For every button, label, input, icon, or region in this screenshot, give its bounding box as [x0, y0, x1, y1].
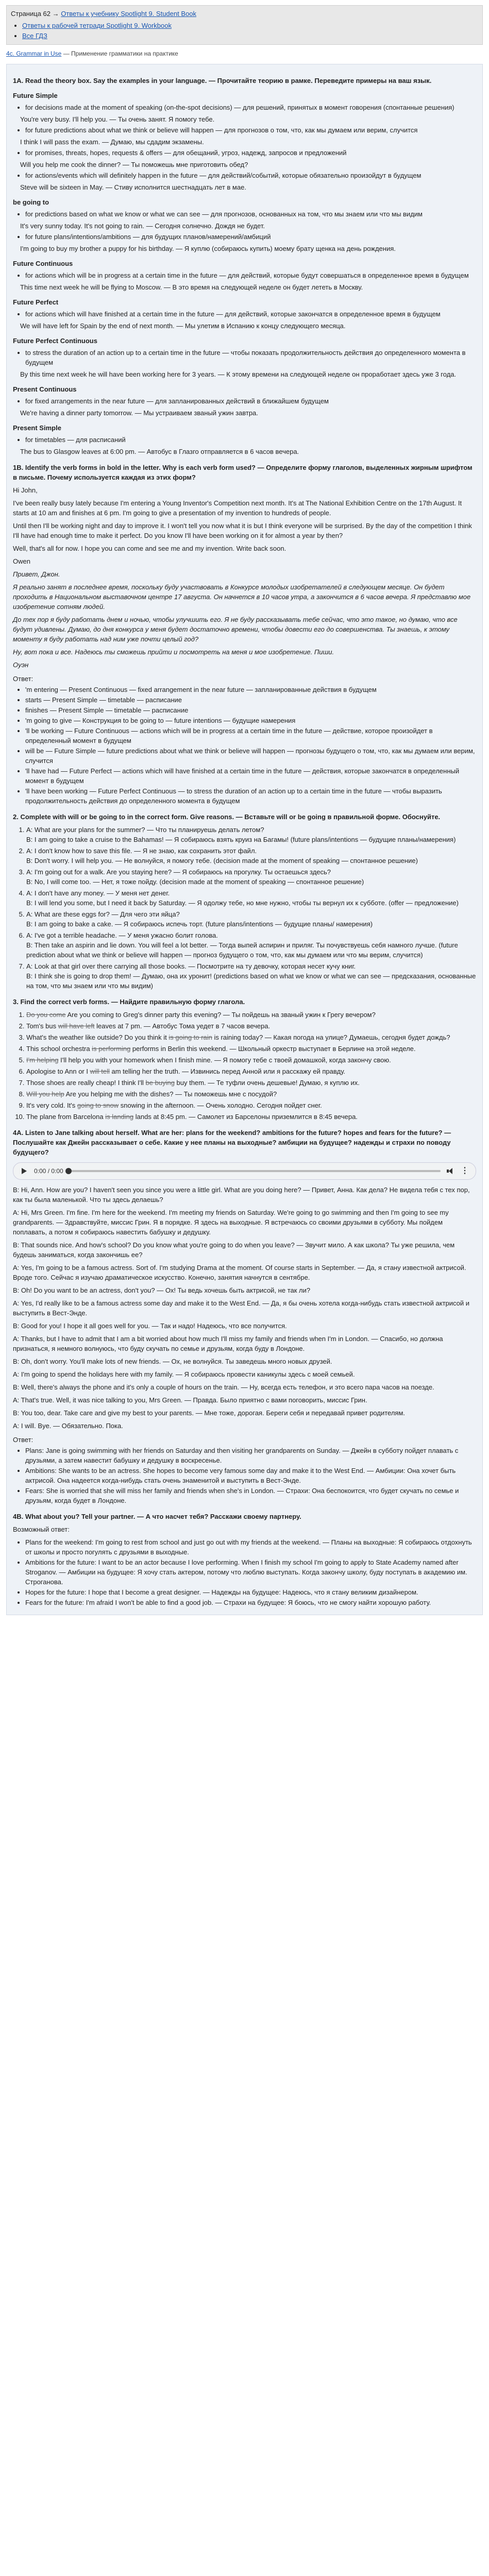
text-after: performs in Berlin this weekend. — Школьный оркестр выступает в Берлине на этой неделе. [130, 1045, 416, 1053]
example: Will you help me cook the dinner? — Ты поможешь мне приготовить обед? [20, 161, 248, 168]
exercise-text: A: I don't know how to save this file. — Я не знаю, как сохранить этот файл. B: Don't worry. I will help you. — Не волнуйся, я помогу тебе. (decision made at the moment of speaking — спонтанное решение) [26, 847, 418, 865]
nav-item [22, 31, 478, 41]
rule-item: • to stress the duration of an action up to a certain time in the future — чтобы показать продолжительность действия до определенного момента в будущем [25, 348, 476, 367]
going-to-heading: be going to [13, 198, 49, 206]
letter-greeting: Hi John, [13, 486, 38, 494]
dialog-line: A: Thanks, but I have to admit that I am a bit worried about how much I'll miss my family and friends when I'm in London. — Спасибо, но должна признаться, я немного волнуюсь, что буду скучать по семье и друзьям, когда буду в Лондоне. [13, 1335, 443, 1352]
nav-workbook-link[interactable]: Ответы к рабочей тетради Spotlight 9. Workbook [22, 22, 172, 29]
example: You're very busy. I'll help you. — Ты очень занят. Я помогу тебе. [20, 115, 215, 123]
future-perfect-list [13, 309, 476, 319]
example: I think I will pass the exam. — Думаю, мы сдадим экзамены. [20, 138, 204, 146]
rule-item: • for predictions based on what we know or what we can see — для прогнозов, основанных на том, что мы знаем или что мы видим [25, 209, 476, 219]
answer-item: • Plans for the weekend: I'm going to rest from school and just go out with my friends at the weekend. — Планы на выходные: Я собираюсь отдохнуть от школы и просто погулять с друзьями в выходные. [25, 1537, 476, 1557]
answer-item: • Fears for the future: I'm afraid I won't be able to find a good job. — Страхи на будущее: Я боюсь, что не смогу найти хорошую работу. [25, 1598, 476, 1607]
future-perfect-heading: Future Perfect [13, 298, 59, 306]
text-before: The plane from Barcelona [26, 1113, 106, 1121]
text-after: leaves at 7 pm. — Автобус Тома уедет в 7 часов вечера. [94, 1022, 271, 1030]
nav-all-gdz-link[interactable]: Все ГДЗ [22, 32, 47, 40]
answer-item: • Ambitions for the future: I want to be an actor because I love performing. When I finish my school I'm going to apply to State Academy named after Stroganov. — Амбиции на будущее: Я хочу стать актером, потому что люблю выступать. Когда закончу школу, буду поступать в академию им. Строганова. [25, 1557, 476, 1587]
audio-seek-bar[interactable] [69, 1170, 441, 1172]
answer-item: • starts — Present Simple — timetable — расписание [25, 695, 476, 705]
dialog-line: A: Hi, Mrs Green. I'm fine. I'm here for the weekend. I'm meeting my friends on Saturday. We're going to go swimming and then I'm going to see my grandparents. — Здравствуйте, миссис Грин. Я в порядке. Я здесь на выходные. Я встречаюсь со своими друзьями в субботу. Мы пойдем поплавать, а потом я собираюсь навестить бабушку и дедушку. [13, 1209, 449, 1236]
answer-label: Ответ: [13, 675, 33, 683]
dialog-line: B: Hi, Ann. How are you? I haven't seen you since you were a little girl. What are you doing here? — Привет, Анна. Как дела? Не видела тебя с тех пор, как ты была маленькой. Что ты здесь делаешь? [13, 1186, 470, 1204]
going-to-list-2 [13, 232, 476, 242]
example: I'm going to buy my brother a puppy for his birthday. — Я куплю (собираюсь купить) моему брату щенка на день рождения. [20, 245, 396, 252]
text-before: Tom's bus [26, 1022, 58, 1030]
section-3-title: 3. Find the correct verb forms. — Найдите правильную форму глагола. [13, 998, 245, 1006]
translation-signature: Оуэн [13, 661, 29, 669]
rule-item: • for actions/events which will definitely happen in the future — для действий/событий, которые обязательно произойдут в будущем [25, 171, 476, 180]
section-1a-title: 1A. Read the theory box. Say the examples in your language. — Прочитайте теорию в рамке. Переведите примеры на ваш язык. [13, 77, 432, 84]
letter-paragraph: Until then I'll be working night and day to improve it. I won't tell you now what it is but I think everyone will be surprised. By the day of the competition I think I'll have had enough time to make it perfect. Do you know I'll have been working on it for almost a year by then? [13, 522, 472, 539]
rule-item: • for decisions made at the moment of speaking (on-the-spot decisions) — для решений, принятых в момент говорения (спонтанные решения) [25, 103, 476, 112]
future-perfect-continuous-heading: Future Perfect Continuous [13, 337, 97, 345]
answer-item: • Hopes for the future: I hope that I become a great designer. — Надежды на будущее: Надеюсь, что я стану великим дизайнером. [25, 1587, 476, 1597]
struck-option: is landing [105, 1113, 134, 1121]
struck-option: is going to rain [168, 1033, 212, 1041]
present-simple-list [13, 435, 476, 445]
letter-paragraph: I've been really busy lately because I'm entering a Young Inventor's Competition next month. It's at The National Exhibition Centre on the 17th August. It starts at 10 am and finishes at 6 pm. I'm going to give a presentation of my invention to hundreds of people. [13, 499, 462, 517]
dialog-line: B: Well, there's always the phone and it's only a couple of hours on the train. — Ну, всегда есть телефон, и это всего пара часов на поезде. [13, 1383, 434, 1391]
translation-paragraph: До тех пор я буду работать днем и ночью, чтобы улучшить его. Я не буду рассказывать тебе сейчас, что это такое, но думаю, что все будут удивлены. Думаю, до дня конкурса у меня будет достаточно времени, чтобы довести его до совершенства. Ты знаешь, к этому моменту я буду работать над ним уже почти целый год? [13, 616, 458, 643]
text-after: lands at 8:45 pm. — Самолет из Барселоны приземлится в 8:45 вечера. [133, 1113, 358, 1121]
struck-option: will tell [90, 1067, 110, 1075]
nav-item [22, 21, 478, 30]
future-simple-list-3 [13, 148, 476, 158]
exercise-item [26, 867, 476, 887]
example: This time next week he will be flying to Moscow. — В это время на следующей неделе он будет лететь в Москву. [20, 283, 363, 291]
answer-label: Ответ: [13, 1436, 33, 1444]
text-after: Are you coming to Greg's dinner party this evening? — Ты пойдешь на званый ужин к Грегу вечером? [67, 1011, 376, 1019]
text-before: Those shoes are really cheap! I think I'll [26, 1079, 146, 1087]
translation-paragraph: Я реально занят в последнее время, поскольку буду участвовать в Конкурсе молодых изобретателей в следующем месяце. Он будет проходить в Национальном выставочном центре 17 августа. Он начнется в 10 часов утра, а закончится в 6 часов вечера. Я представлю мое изобретение сотням людей. [13, 583, 471, 611]
future-continuous-heading: Future Continuous [13, 260, 73, 267]
exercise-3-list [13, 1010, 476, 1122]
exercise-item [26, 1032, 476, 1042]
rule-item: • for actions which will be in progress at a certain time in the future — для действий, которые будут совершаться в определенное время в будущем [25, 270, 476, 280]
exercise-item [26, 1100, 476, 1110]
exercise-item [26, 1021, 476, 1031]
letter-signature: Owen [13, 557, 30, 565]
struck-option: be buying [145, 1079, 175, 1087]
top-nav: Страница 62 → Ответы к учебнику Spotlight 9. Student Book • Ответы к рабочей тетради Spotlight 9. Workbook • Все ГДЗ [6, 5, 483, 45]
example: The bus to Glasgow leaves at 6:00 pm. — Автобус в Глазго отправляется в 6 часов вечера. [20, 448, 299, 455]
struck-option: going to snow [77, 1101, 119, 1109]
dialog-line: B: Oh! Do you want to be an actress, don't you? — Ох! Ты ведь хочешь быть актрисой, не так ли? [13, 1286, 311, 1294]
nav-student-book-link[interactable]: Ответы к учебнику Spotlight 9. Student Book [61, 10, 196, 18]
answer-list-4b [13, 1537, 476, 1607]
example: We will have left for Spain by the end of next month. — Мы улетим в Испанию к концу следующего месяца. [20, 322, 346, 330]
dialog-line: B: You too, dear. Take care and give my best to your parents. — Мне тоже, дорогая. Береги себя и передавай привет родителям. [13, 1409, 406, 1417]
main-content [6, 64, 483, 1615]
exercise-item [26, 909, 476, 929]
text-before: What's the weather like outside? Do you think it [26, 1033, 169, 1041]
exercise-item [26, 846, 476, 866]
exercise-item [26, 1112, 476, 1122]
answer-item: • Ambitions: She wants to be an actress. She hopes to become very famous some day and make it to the West End. — Амбиции: Она хочет быть актрисой. Она надеется когда-нибудь стать очень знаменитой и выступить в Вест-Энде. [25, 1466, 476, 1485]
breadcrumb-tail: — Применение грамматики на практике [63, 50, 178, 57]
answer-list-4a [13, 1446, 476, 1505]
exercise-text: A: I've got a terrible headache. — У меня ужасно болит голова. B: Then take an aspirin and lie down. You will feel a lot better. — Тогда выпей аспирин и приляг. Ты почувствуешь себя намного лучше. (future prediction about what we think or believe will happen — прогноз будущего о том, что, как мы думаем или что мы верим, случится) [26, 931, 458, 959]
more-options-icon[interactable]: ⋮ [461, 1166, 469, 1175]
audio-time: 0:00 / 0:00 [34, 1167, 63, 1175]
audio-player [13, 1162, 476, 1180]
dialog-line: B: That sounds nice. And how's school? Do you know what you're going to do when you leave? — Звучит мило. А как школа? Ты уже решила, чем будешь заниматься, когда закончишь ее? [13, 1241, 455, 1259]
audio-seek-handle[interactable] [65, 1168, 72, 1174]
section-2-title: 2. Complete with will or be going to in the correct form. Give reasons. — Вставьте will or be going в правильной форме. Обоснуйте. [13, 813, 441, 821]
dialog [13, 1185, 476, 1431]
exercise-item [26, 961, 476, 991]
text-after: snowing in the afternoon. — Очень холодно. Сегодня пойдет снег. [119, 1101, 322, 1109]
breadcrumb-link[interactable]: 4c. Grammar in Use [6, 50, 62, 57]
dialog-line: B: Good for you! I hope it all goes well for you. — Так и надо! Надеюсь, что все получится. [13, 1322, 287, 1330]
rule-item: • for future plans/intentions/ambitions — для будущих планов/намерений/амбиций [25, 232, 476, 242]
translation-paragraph: Ну, вот пока и все. Надеюсь ты сможешь прийти и посмотреть на меня и мое изобретение. Пиши. [13, 648, 334, 656]
exercise-item [26, 930, 476, 960]
exercise-text: A: What are your plans for the summer? — Что ты планируешь делать летом? B: I am going to take a cruise to the Bahamas! — Я собираюсь взять круиз на Багамы! (future plans/intentions — будущие планы/намерения) [26, 826, 456, 843]
present-continuous-heading: Present Continuous [13, 385, 77, 393]
struck-option: Will you help [26, 1090, 64, 1098]
future-continuous-list [13, 270, 476, 280]
rule-item: • for future predictions about what we think or believe will happen — для прогнозов о том, что, как мы думаем или верим, случится [25, 125, 476, 135]
exercise-item [26, 1055, 476, 1065]
struck-option: is performing [92, 1045, 131, 1053]
dialog-line: A: Yes, I'm going to be a famous actress. Sort of. I'm studying Drama at the moment. Of course starts in September. — Да, я стану известной актрисой. Вроде того. Сейчас я изучаю драматическое искусство. Конечно, занятия начнутся в сентябре. [13, 1264, 466, 1281]
exercise-2-list [13, 825, 476, 991]
future-simple-list-2 [13, 125, 476, 135]
exercise-item [26, 1010, 476, 1020]
exercise-text: A: Look at that girl over there carrying all those books. — Посмотрите на ту девочку, которая несет кучу книг. B: I think she is going to drop them! — Думаю, она их уронит! (predictions based on what we know or what we can see — предсказания, основанные на том, что мы знаем или что мы видим) [26, 962, 476, 990]
text-after: Are you helping me with the dishes? — Ты поможешь мне с посудой? [65, 1090, 277, 1098]
text-before: It's very cold. It's [26, 1101, 77, 1109]
dialog-line: A: Yes, I'd really like to be a famous actress some day and make it to the West End. — Да, я бы очень хотела когда-нибудь стать известной актрисой и выступить в Вест-Энде. [13, 1299, 470, 1317]
exercise-item [26, 1089, 476, 1099]
letter-paragraph: Well, that's all for now. I hope you can come and see me and my invention. Write back soon. [13, 545, 286, 552]
rule-item: • for fixed arrangements in the near future — для запланированных действий в ближайшем будущем [25, 396, 476, 406]
play-icon[interactable] [20, 1166, 29, 1176]
dialog-line: B: Oh, don't worry. You'll make lots of new friends. — Ох, не волнуйся. Ты заведешь много новых друзей. [13, 1358, 332, 1365]
future-simple-list-4 [13, 171, 476, 180]
text-before: This school orchestra [26, 1045, 92, 1053]
text-after: I'll help you with your homework when I finish mine. — Я помогу тебе с твоей домашкой, когда закончу свою. [60, 1056, 391, 1064]
section-4a-title: 4A. Listen to Jane talking about herself. What are her: plans for the weekend? ambitions for the future? hopes and fears for the future? — Послушайте как Джейн рассказывает о себе. Какие у нее планы на выходные? амбиции на будущее? надежды и страхи по поводу будущего? [13, 1129, 451, 1156]
section-4b-title: 4B. What about you? Tell your partner. — А что насчет тебя? Расскажи своему партнеру. [13, 1513, 301, 1520]
exercise-item [26, 825, 476, 844]
future-simple-heading: Future Simple [13, 92, 58, 99]
text-after: is raining today? — Какая погода на улице? Думаешь, сегодня будет дождь? [212, 1033, 450, 1041]
answer-list-1b [13, 685, 476, 806]
present-simple-heading: Present Simple [13, 424, 61, 432]
going-to-list [13, 209, 476, 219]
exercise-text: A: What are these eggs for? — Для чего эти яйца? B: I am going to bake a cake. — Я собираюсь испечь торт. (future plans/intentions — будущие планы/ намерения) [26, 910, 373, 928]
answer-item: • finishes — Present Simple — timetable — расписание [25, 705, 476, 715]
dialog-line: A: That's true. Well, it was nice talking to you, Mrs Green. — Правда. Было приятно с вами поговорить, миссис Грин. [13, 1396, 367, 1404]
answer-item: • 'm going to give — Конструкция to be going to — future intentions — будущие намерения [25, 716, 476, 725]
text-before: Apologise to Ann or I [26, 1067, 90, 1075]
volume-icon[interactable] [446, 1166, 455, 1176]
answer-item: • 'm entering — Present Continuous — fixed arrangement in the near future — запланированные действия в будущем [25, 685, 476, 694]
answer-item: • 'll have been working — Future Perfect Continuous — to stress the duration of an action up to a certain time in the future — чтобы выразить продолжительность действия до определенного момента в будущем [25, 786, 476, 806]
exercise-text: A: I don't have any money. — У меня нет денег. B: I will lend you some, but I need it back by Saturday. — Я одолжу тебе, но мне нужно, чтобы ты вернул их к субботе. (offer — предложение) [26, 889, 459, 907]
example: Steve will be sixteen in May. — Стиву исполнится шестнадцать лет в мае. [20, 183, 246, 191]
example: By this time next week he will have been working here for 3 years. — К этому времени на следующей неделе он проработает здесь уже 3 года. [20, 370, 457, 378]
example: We're having a dinner party tomorrow. — Мы устраиваем званый ужин завтра. [20, 409, 258, 417]
answer-item: • will be — Future Simple — future predictions about what we think or believe will happen — прогнозы будущего о том, что, как мы думаем или верим, случится [25, 746, 476, 766]
exercise-item [26, 888, 476, 908]
dialog-line: A: I'm going to spend the holidays here with my family. — Я собираюсь провести каникулы здесь с моей семьей. [13, 1370, 355, 1378]
struck-option: Do you come [26, 1011, 66, 1019]
possible-answer-label: Возможный ответ: [13, 1526, 70, 1533]
example: It's very sunny today. It's not going to rain. — Сегодня солнечно. Дождя не будет. [20, 222, 265, 230]
rule-item: • for actions which will have finished at a certain time in the future — для действий, которые закончатся в определенное время в будущем [25, 309, 476, 319]
answer-item: • 'll be working — Future Continuous — actions which will be in progress at a certain time in the future — действие, которое произойдет в определенный момент в будущем [25, 726, 476, 745]
exercise-item [26, 1044, 476, 1054]
dialog-line: A: I will. Bye. — Обязательно. Пока. [13, 1422, 123, 1430]
exercise-text: A: I'm going out for a walk. Are you staying here? — Я собираюсь на прогулку. Ты остаешься здесь? B: No, I will come too. — Нет, я тоже пойду. (decision made at the moment of speaking — спонтанное решение) [26, 868, 364, 886]
nav-crumb: Страница 62 [11, 10, 50, 18]
struck-option: I'm helping [26, 1056, 59, 1064]
struck-option: will have left [58, 1022, 95, 1030]
section-1b-title: 1B. Identify the verb forms in bold in the letter. Why is each verb form used? — Определите форму глаголов, выделенных жирным шрифтом в письме. Почему используется каждая из этих форм? [13, 464, 473, 481]
rule-item: • for timetables — для расписаний [25, 435, 476, 445]
answer-item: • Plans: Jane is going swimming with her friends on Saturday and then visiting her grandparents on Sunday. — Джейн в субботу пойдет плавать с друзьями, а затем навестит бабушку и дедушку в воскресенье. [25, 1446, 476, 1465]
breadcrumb [6, 49, 483, 59]
present-continuous-list [13, 396, 476, 406]
future-simple-list [13, 103, 476, 112]
translation-greeting: Привет, Джон. [13, 570, 60, 578]
text-after: buy them. — Те туфли очень дешевые! Думаю, я куплю их. [174, 1079, 360, 1087]
exercise-item [26, 1066, 476, 1076]
future-perfect-continuous-list [13, 348, 476, 367]
exercise-item [26, 1078, 476, 1088]
answer-item: • Fears: She is worried that she will miss her family and friends when she's in London. — Страхи: Она беспокоится, что будет скучать по семье и друзьям, когда будет в Лондоне. [25, 1486, 476, 1505]
rule-item: • for promises, threats, hopes, requests & offers — для обещаний, угроз, надежд, запросов и предложений [25, 148, 476, 158]
answer-item: • 'll have had — Future Perfect — actions which will have finished at a certain time in the future — действия, которые закончатся в определенный момент в будущем [25, 766, 476, 786]
nav-list [11, 21, 478, 41]
text-after: am telling her the truth. — Извинись перед Анной или я расскажу ей правду. [109, 1067, 346, 1075]
